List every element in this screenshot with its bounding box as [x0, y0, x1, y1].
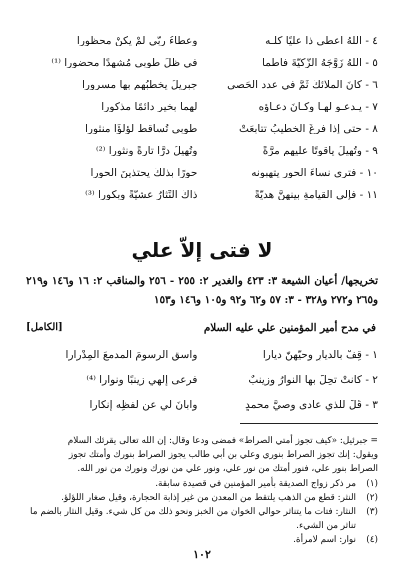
poem-verses-top	[24, 30, 378, 206]
verse-second-hemistich: ذاكَ النِّثارُ عشيَّةً وبكورا ⁽³⁾	[85, 189, 198, 201]
verse-first-hemistich: ٧ - يـدعـو لهـا وكـانَ دعـاؤه	[258, 101, 378, 113]
source-references: تخريجها/ أعيان الشيعة ٣: ٤٢٣ والغدير ٢: ٢٥٥ - ٢٥٦ والمناقب ٢: ١٦ و١٤٦ و٢١٩ و٢٦٥ و٢٧٢ و٣٢٨ - ٣: ٥٧ و٦٢ و٩٢ و١٠٥ و١٤٦ و١٥٣	[26, 275, 378, 306]
verse-second-hemistich: في ظلِّ طوبى مُشهدًا محضورا ⁽¹⁾	[51, 57, 198, 69]
poem-meter: [الكامل]	[26, 322, 63, 333]
verse-row	[24, 140, 378, 162]
verse-second-hemistich: لهما بخيرٍ دائمًا مذكورا	[101, 101, 198, 113]
poem-verses-bottom	[24, 343, 378, 418]
footnote	[26, 533, 378, 547]
verse-row	[24, 393, 378, 418]
footnote-marker: (١)	[366, 478, 378, 489]
verse-second-hemistich: وتُهيلُ درًّا تارةً ونثورا ⁽²⁾	[95, 145, 198, 157]
verse-second-hemistich: جبريلُ يخطبُهم بها مسرورا	[81, 79, 198, 91]
footnote-marker: (٢)	[366, 492, 378, 503]
footnote-text: نوار: اسم لامرأة.	[293, 535, 356, 546]
footnote-continuation-line: الصراط بنور علي، فنور أمتك من نور علي، ونور علي من نورك ونورك من نور الله.	[77, 464, 378, 475]
footnote-marker: (٤)	[366, 535, 378, 546]
verse-row	[24, 74, 378, 96]
footnote-continuation-line: ويقول: إنك تجوز الصراط بنوري وعلي بن أبي طالب يجوز الصراط بنورك وأمتك تجوز	[68, 450, 378, 461]
footnote-continuation-line: = جبرئيل: «كيف تجوز أمتي الصراط» فمضى ودعا وقال: إن الله تعالى يقرئك السلام	[67, 436, 378, 446]
footnote	[26, 505, 378, 533]
poem-subheading: في مدح أمير المؤمنين علي عليه السلام	[203, 322, 376, 334]
footnote	[26, 491, 378, 505]
footnote-text: النثار: فتات ما يتناثر حوالي الخوان من الخبز ونحو ذلك من كل شيء. وقيل النثار بالضم ما تناثر من الشيء.	[30, 507, 356, 532]
verse-first-hemistich: ٣ - قُلْ للذي عادى وصيَّ محمدٍ	[245, 400, 378, 411]
verse-first-hemistich: ٢ - كانتْ تحِلُّ بها النوارُ وزينبٌ	[248, 375, 378, 386]
verse-second-hemistich: واسقِ الرسومَ المدمعَ المِدْرارا	[65, 350, 198, 361]
verse-first-hemistich: ٨ - حتى إذا فرغَ الخطيبُ تتابعَتْ	[238, 123, 378, 135]
footnote-marker: (٣)	[366, 507, 378, 518]
footnote-text: النثر: قطع من الذهب يلتقط من المعدن من غير إذابة الحجارة، وقيل صغار اللؤلؤ.	[61, 492, 356, 503]
verse-second-hemistich: وأبانَ لي عن لفظِه إنكارا	[89, 400, 198, 411]
footnote	[26, 477, 378, 491]
page-number: ١٠٢	[193, 548, 211, 561]
footnote-separator	[240, 423, 378, 424]
verse-first-hemistich: ١ - قِفْ بالديارِ وحيّهنّ ديارا	[262, 350, 378, 361]
verse-row	[24, 162, 378, 184]
verse-first-hemistich: ١١ - فإلى القيامةِ بينهنَّ هديَّةً	[254, 189, 378, 201]
verse-row	[24, 184, 378, 206]
verse-second-hemistich: حورًا بذلكَ يحتذينَ الحورا	[90, 167, 198, 179]
verse-first-hemistich: ٤ - اللهُ أعطى ذا عليًا كلَّـه	[265, 35, 378, 47]
poem-heading-row	[26, 322, 376, 340]
poem-title: لا فتى إلاّ علي	[131, 238, 273, 262]
footnotes	[26, 434, 378, 548]
verse-row	[24, 30, 378, 52]
verse-row	[24, 118, 378, 140]
verse-second-hemistich: وعطاءُ ربّي لمْ يكنْ محظورا	[76, 35, 198, 47]
footnote-text: مر ذكر زواج الصديقة بأمير المؤمنين في قصيدة سابقة.	[155, 478, 356, 489]
verse-second-hemistich: فرعى إلهي زينبًا ونوارا ⁽⁴⁾	[86, 375, 198, 386]
verse-first-hemistich: ٥ - اللهُ زَوَّجَهُ الزَّكيّةَ فاطما	[262, 57, 378, 69]
verse-first-hemistich: ١٠ - فترى نساءَ الحورِ يتهبونه	[251, 167, 378, 179]
verse-row	[24, 343, 378, 368]
verse-second-hemistich: طوبى تُساقطُ لؤلؤًا منثورا	[84, 123, 198, 135]
verse-row	[24, 96, 378, 118]
verse-first-hemistich: ٩ - وتُهيلُ ياقوتًا عليهم مرَّةً	[262, 145, 378, 157]
verse-row	[24, 368, 378, 393]
verse-row	[24, 52, 378, 74]
verse-first-hemistich: ٦ - كانَ الملائكُ ثَمَّ في عدد الحَصى	[227, 79, 378, 91]
